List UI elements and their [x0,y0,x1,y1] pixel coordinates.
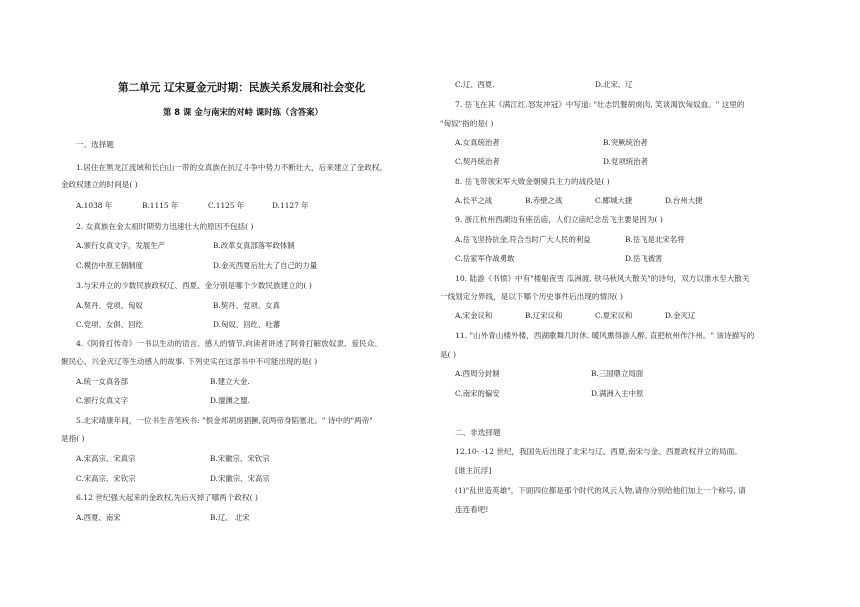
option: D.北宋、辽 [595,80,633,89]
option: A.颁行女真文字，发展生产 [76,241,165,250]
question-12: 12.10- -12 世纪，我国先后出现了北宋与辽、西夏,南宋与金、西夏政权并立的局面。 [455,447,742,456]
lesson-subtitle: 第 8 课 金与南宋的对峙 课时练（含答案） [163,107,323,117]
option: A.岳飞坚持抗金,符合当时广大人民的利益 [455,235,591,244]
option: D.金灭西夏后壮大了自己的力量 [213,261,318,270]
option: A.契丹、党项、匈奴 [76,301,143,310]
option: C.宋高宗、宋钦宗 [76,474,136,483]
option: B.岳飞是北宋名将 [625,235,685,244]
section-choice-heading: 一、选择题 [76,140,114,149]
question-5-line-2: 是指( ) [61,434,85,443]
section-non-choice-heading: 二、非选择题 [455,428,501,437]
option: B.改革女真部落军政体制 [213,241,295,250]
question-12-tag: [谁主沉浮] [455,466,492,475]
question-11-line-1: 11. "山外青山楼外楼，西湖歌舞几时休. 暖风熏得游人醉, 直把杭州作汴州。" 该诗描写的 [455,331,755,340]
question-1-line-2: 金政权建立的时间是( ) [61,180,138,189]
question-9: 9. 浙江杭州西湖边有座岳庙，人们立庙纪念岳飞主要是因为( ) [455,215,663,224]
question-12-part-1-line-2: 连连看吧! [455,505,489,514]
option: C.辽、西夏. [455,80,495,89]
option: B.辽宋议和 [525,311,563,320]
option: D.满洲入主中原 [591,389,644,398]
option: B.突厥统治者 [603,138,648,147]
option: C.南宋的偏安 [455,389,500,398]
option: B.宋徽宗、宋钦宗 [210,454,270,463]
question-7-line-2: "匈奴"指的是( ) [440,119,494,128]
option: C.1125 年 [208,201,245,210]
question-10-line-1: 10. 陆游《书愤》中有"楼船夜雪 瓜洲渡, 铁马秋风大散关"的诗句，双方以淮水至大散关 [455,274,750,283]
option: B.辽、 北宋 [210,513,250,522]
option: A.西周分封制 [455,369,500,378]
option: C.郾城大捷 [595,196,633,205]
question-3: 3.与宋并立的少数民族政权辽、西夏、金分别是哪个少数民族建立的( ) [76,281,312,290]
option: C.颁行女真文字 [76,396,129,405]
option: B.赤壁之战 [525,196,563,205]
option: B.1115 年 [142,201,179,210]
option: C.契丹统治者 [455,157,500,166]
option: D.党项统治者 [603,157,648,166]
question-2: 2. 女真族在金太祖时期势力迅速壮大的原因不包括( ) [76,222,254,231]
question-12-part-1-line-1: (1)"乱世造英雄"，下面四位都是那个时代的风云人物,请你分别给他们加上一个称号, 请 [455,486,746,495]
option: C.夏宋议和 [595,311,633,320]
question-4-line-2: 聚民心、兴金灭辽等生动感人的故事. 下列史实在这部书中不可能出现的是( ) [61,357,318,366]
question-10-line-2: 一线划定分界线，是以下哪个历史事件后出现的情况( ) [440,292,623,301]
question-11-line-2: 是( ) [440,350,456,359]
option: B.三国鼎立局面 [591,369,644,378]
question-7-line-1: 7. 岳飞在其《满江红.怒发冲冠》中写道: "壮志饥餐胡虏肉, 笑谈渴饮匈奴血。" 这里的 [455,100,745,109]
page-title: 第二单元 辽宋夏金元时期：民族关系发展和社会变化 [118,82,366,94]
option: A.西夏、南宋 [76,513,121,522]
option: C.模仿中原王朝制度 [76,261,143,270]
question-1-line-1: 1.居住在黑龙江流域和长白山一带的女真族在抗辽斗争中势力不断壮大，后来建立了金政权。 [76,163,387,172]
option: A.宋高宗、宋真宗 [76,454,136,463]
question-6: 6.12 世纪强大起来的金政权,先后灭掉了哪两个政权( ) [76,493,258,502]
option: D.澶渊之盟. [210,396,250,405]
option: D.匈奴、回纥、吐蕃 [213,320,281,329]
option: D.岳飞被害 [625,254,663,263]
option: C.岳家军作战勇敢 [455,254,515,263]
option: B.契丹、党项、女真 [213,301,280,310]
question-8: 8. 岳飞带领宋军大败金朝骑兵主力的战役是( ) [455,177,610,186]
option: D.宋徽宗、宋高宗 [210,474,270,483]
question-5-line-1: 5.北宋靖康年间，一位书生音笔疾书: "恨金邦胡虏猖獗,哀两帝身陷塞北。" 诗中的"两帝" [76,416,373,425]
option: B.建立大金. [210,377,250,386]
option: A.宋金议和 [455,311,493,320]
option: A.长平之战 [455,196,493,205]
option: D.金灭辽 [665,311,696,320]
option: A.1038 年 [76,201,113,210]
option: D.1127 年 [272,201,309,210]
option: C.党项、女俱、回纥 [76,320,143,329]
question-4-line-1: 4.《阿骨打传奇》一书以生动的语言、感人的情节,向读者讲述了阿骨打解放奴隶、爱民众、 [76,339,382,348]
option: A.女真统治者 [455,138,500,147]
option: A.统一女真各部 [76,377,129,386]
option: D.台州大捷 [665,196,703,205]
